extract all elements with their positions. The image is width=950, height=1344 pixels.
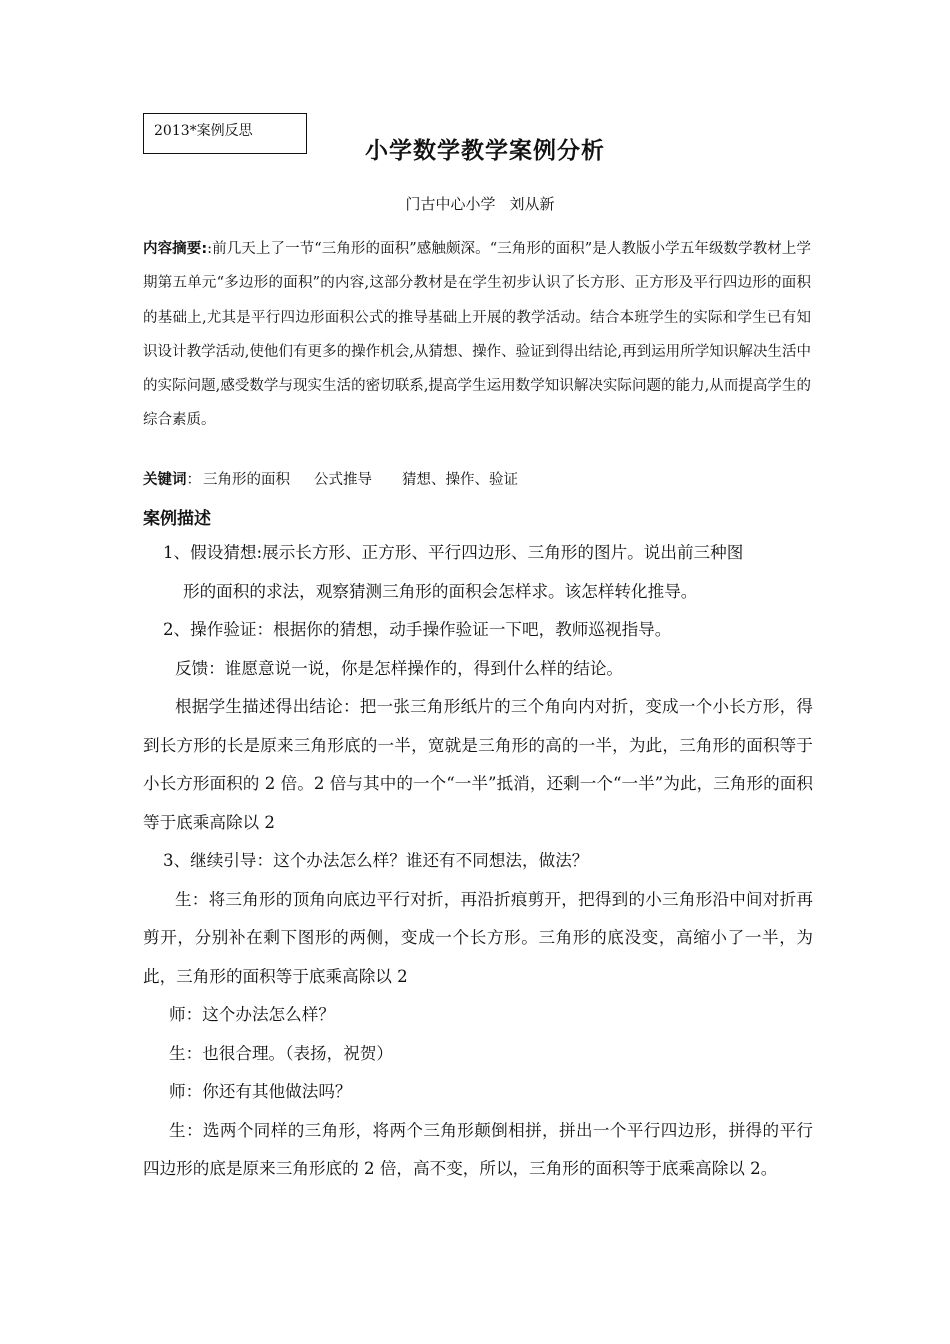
case-description <box>143 534 813 1189</box>
author-school: 门古中心小学 <box>405 195 496 213</box>
keywords-colon: ： <box>186 472 201 488</box>
keyword-item: 三角形的面积 <box>203 472 290 488</box>
author-name: 刘从新 <box>509 195 555 213</box>
page-title: 小学数学教学案例分析 <box>365 138 605 164</box>
tag-label: 2013*案例反思 <box>154 123 253 139</box>
paragraph: 1、假设猜想:展示长方形、正方形、平行四边形、三角形的图片。说出前三种图 <box>163 543 744 562</box>
author-line <box>0 193 950 214</box>
keyword-item: 猜想、操作、验证 <box>402 472 518 488</box>
keywords-label: 关键词 <box>143 472 187 488</box>
paragraph: 根据学生描述得出结论：把一张三角形纸片的三个角向内对折，变成一个小长方形，得到长方形的长是原来三角形底的一半，宽就是三角形的高的一半，为此，三角形的面积等于小长方形面积的 2 倍。2 倍与其中的一个“一半”抵消，还剩一个“一半”为此，三角形的面积等于底乘高除以 2 <box>143 697 813 832</box>
paragraph: 生：也很合理。（表扬，祝贺） <box>169 1043 394 1063</box>
abstract <box>143 232 811 438</box>
paragraph: 3、继续引导：这个办法怎么样？谁还有不同想法，做法？ <box>163 851 589 870</box>
paragraph: 反馈：谁愿意说一说，你是怎样操作的，得到什么样的结论。 <box>175 658 624 678</box>
paragraph: 形的面积的求法，观察猜测三角形的面积会怎样求。该怎样转化推导。 <box>183 581 698 601</box>
paragraph: 生：将三角形的顶角向底边平行对折，再沿折痕剪开，把得到的小三角形沿中间对折再剪开，分别补在剩下图形的两侧，变成一个长方形。三角形的底没变，高缩小了一半，为此，三角形的面积等于底乘高除以 2 <box>143 889 813 986</box>
keywords <box>143 468 522 489</box>
abstract-label: 内容摘要: <box>143 241 208 257</box>
paragraph: 师：这个办法怎么样？ <box>169 1005 335 1024</box>
keyword-item: 公式推导 <box>314 472 372 488</box>
paragraph: 生：选两个同样的三角形，将两个三角形颠倒相拼，拼出一个平行四边形，拼得的平行四边形的底是原来三角形底的 2 倍，高不变，所以，三角形的面积等于底乘高除以 2。 <box>143 1120 813 1178</box>
paragraph: 2、操作验证：根据你的猜想，动手操作验证一下吧，教师巡视指导。 <box>163 620 672 639</box>
section-title: 案例描述 <box>143 509 211 529</box>
paragraph: 师：你还有其他做法吗？ <box>169 1082 352 1101</box>
abstract-text: :前几天上了一节“三角形的面积”感触颇深。“三角形的面积”是人教版小学五年级数学教材上学期第五单元“多边形的面积”的内容,这部分教材是在学生初步认识了长方形、正方形及平行四边形的面积的基础上,尤其是平行四边形面积公式的推导基础上开展的教学活动。结合本班学生的实际和学生已有知识设计教学活动,使他们有更多的操作机会,从猜想、操作、验证到得出结论,再到运用所学知识解决生活中的实际问题,感受数学与现实生活的密切联系,提高学生运用数学知识解决实际问题的能力,从而提高学生的综合素质。 <box>143 241 811 429</box>
